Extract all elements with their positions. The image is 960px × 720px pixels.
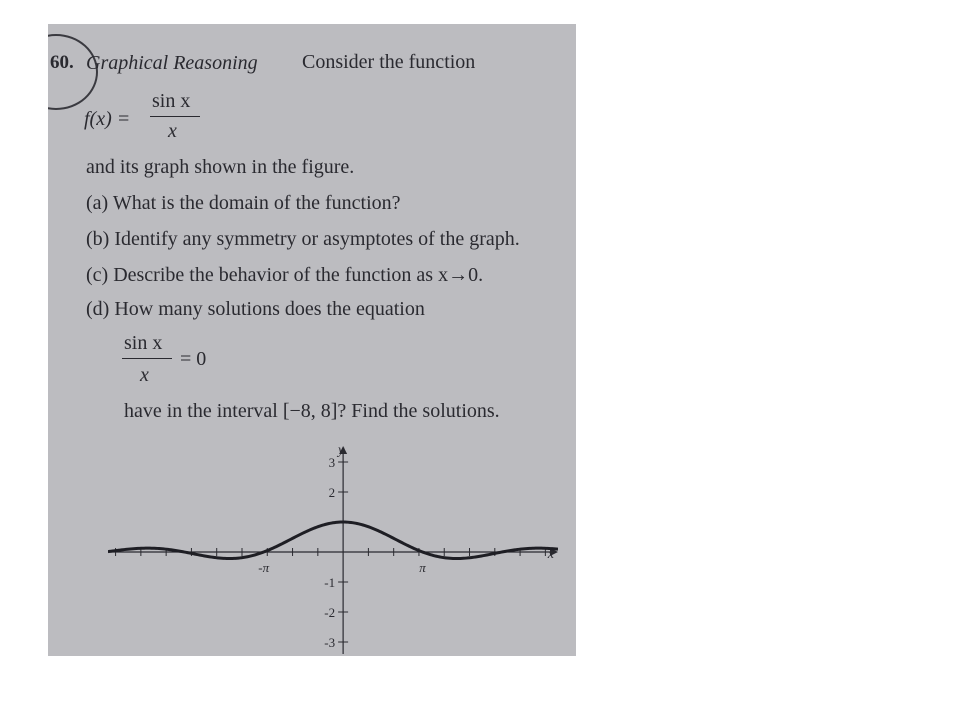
x-tick-label: π: [419, 560, 426, 575]
function-fraction-bar: [150, 116, 200, 117]
part-a: (a) What is the domain of the function?: [86, 192, 401, 214]
y-tick-label: 3: [328, 455, 336, 470]
part-d: (d) How many solutions does the equation: [86, 298, 425, 320]
y-tick-label: -2: [324, 605, 336, 620]
after-equation-text: have in the interval [−8, 8]? Find the solutions.: [124, 400, 500, 422]
part-c: (c) Describe the behavior of the function as x→0.: [86, 264, 484, 286]
y-tick-label: 2: [328, 485, 336, 500]
function-curve: [108, 522, 558, 559]
y-tick-label: -3: [324, 635, 336, 650]
equation-rhs: = 0: [180, 348, 207, 370]
x-tick-label: -π: [258, 560, 270, 575]
equation-fraction-bar: [122, 358, 172, 359]
problem-number: 60.: [50, 52, 74, 73]
y-tick-label: -1: [324, 575, 336, 590]
part-b: (b) Identify any symmetry or asymptotes of the graph.: [86, 228, 520, 250]
function-denominator: x: [168, 120, 177, 142]
function-lhs: f(x) =: [84, 108, 131, 130]
equation-numerator: sin x: [124, 332, 163, 354]
problem-heading: Graphical Reasoning: [86, 52, 258, 74]
problem-intro: Consider the function: [302, 51, 476, 73]
textbook-page-photo: [48, 24, 576, 656]
function-graph: [108, 444, 558, 654]
function-numerator: sin x: [152, 90, 191, 112]
y-axis-label: y: [338, 444, 345, 458]
equation-denominator: x: [140, 364, 149, 386]
after-function-text: and its graph shown in the figure.: [86, 156, 355, 178]
x-axis-label: x: [547, 547, 554, 562]
